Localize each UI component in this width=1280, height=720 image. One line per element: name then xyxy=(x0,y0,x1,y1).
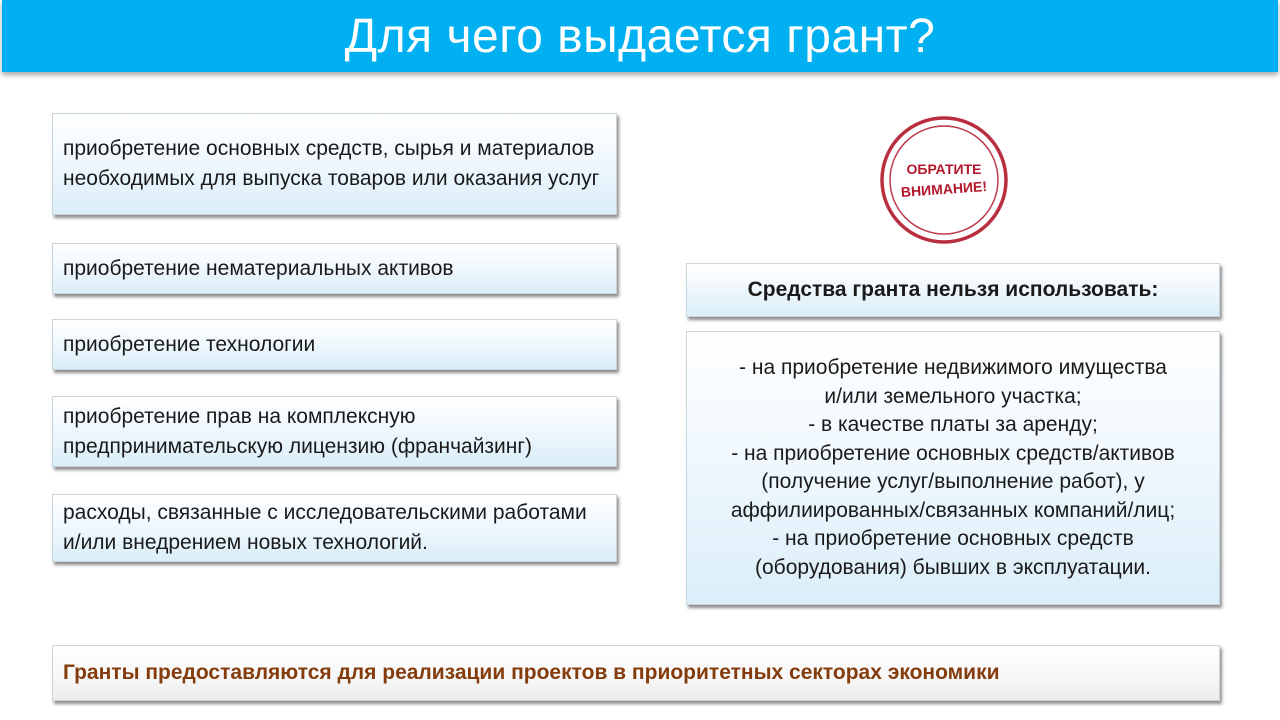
restrictions-header xyxy=(686,263,1220,317)
grant-use-text: расходы, связанные с исследовательскими работами и/или внедрением новых технологий. xyxy=(63,501,587,554)
restriction-line: (получение услуг/выполнение работ), у xyxy=(761,470,1145,493)
slide-title: Для чего выдается грант? xyxy=(344,9,936,63)
stamp-line-1: ОБРАТИТЕ xyxy=(906,161,982,177)
grant-use-text: приобретение основных средств, сырья и материалов необходимых для выпуска товаров или оказания услуг xyxy=(63,137,600,190)
restrictions-header-text: Средства гранта нельзя использовать: xyxy=(747,278,1159,301)
restriction-line: и/или земельного участка; xyxy=(824,384,1082,408)
footer-text: Гранты предоставляются для реализации проектов в приоритетных секторах экономики xyxy=(63,661,1000,684)
grant-use-item xyxy=(52,396,617,467)
footer-note xyxy=(52,645,1220,701)
stamp-line-2: ВНИМАНИЕ! xyxy=(900,178,988,200)
grant-use-text: приобретение нематериальных активов xyxy=(63,256,454,280)
restriction-line: аффилиированных/связанных компаний/лиц; xyxy=(730,498,1176,522)
restriction-line: - в качестве платы за аренду; xyxy=(808,413,1098,436)
grant-use-text: приобретение прав на комплексную предпринимательскую лицензию (франчайзинг) xyxy=(63,404,533,458)
restriction-line: - на приобретение основных средств/активов xyxy=(731,441,1175,465)
restrictions-list xyxy=(686,331,1220,605)
attention-stamp-icon xyxy=(870,116,1018,244)
grant-use-item xyxy=(52,243,617,294)
restriction-line: - на приобретение основных средств xyxy=(772,527,1134,550)
title-bar xyxy=(2,0,1278,72)
grant-use-text: приобретение технологии xyxy=(63,332,316,356)
restriction-line: - на приобретение недвижимого имущества xyxy=(739,356,1167,379)
grant-use-item xyxy=(52,113,617,215)
grant-use-item xyxy=(52,319,617,370)
restriction-line: (оборудования) бывших в эксплуатации. xyxy=(755,555,1151,579)
grant-use-item xyxy=(52,494,617,562)
